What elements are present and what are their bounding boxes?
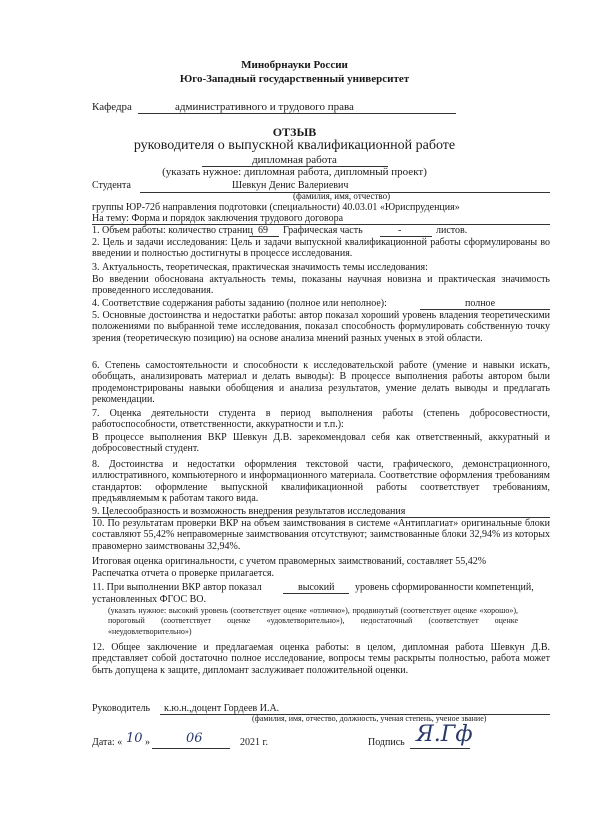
- item-3-text: Во введении обоснована актуальность темы, показаны научная новизна и практическая значимость проведенного исследования.: [92, 274, 550, 297]
- group-line: группы ЮР-72б направления подготовки (специальности) 40.03.01 «Юриспруденция»: [92, 202, 460, 213]
- item-4-value: полное: [465, 298, 496, 309]
- supervisor-value: к.ю.н.,доцент Гордеев И.А.: [164, 703, 280, 714]
- item-7-text: В процессе выполнения ВКР Шевкун Д.В. зарекомендовал себя как ответственный, аккуратный и добросовестный студент.: [92, 432, 550, 455]
- item-8: 8. Достоинства и недостатки оформления текстовой части, графического, демонстрационного, иллюстративного, компьютерного и информационного материала. Соответствие оформления требованиям стандартов: оформление выпускной квалификационной работы соответствует требованиям, предъявляемым к работам такого вида.: [92, 459, 550, 505]
- item-9: 9. Целесообразность и возможность внедрения результатов исследования: [92, 506, 406, 517]
- topic-line: На тему: Форма и порядок заключения трудового договора: [92, 213, 344, 224]
- supervisor-hint: (фамилия, имя, отчество, должность, ученая степень, ученое звание): [252, 714, 487, 723]
- department-label: Кафедра: [92, 101, 132, 113]
- review-document: Минобрнауки России Юго-Западный государственный университет Кафедра административного и трудового права ОТЗЫВ руководителя о выпускной квалификационной работе дипломная работа (указать нужное: дипломная работа, дипломный проект) Студента Шевкун Денис Валериевич (фамилия, имя, отчество) группы ЮР-72б направления подготовки (специальности) 40.03.01 «Юриспруденция» На тему: Форма и порядок заключения трудового договора 1. Объем работы: количество страниц 69 Графическая часть - листов. 2. Цель и задачи исследования: Цель и задачи выпускной квалификационной работы сформулированы во введении и полностью достигнуты в процессе исследования. 3. Актуальность, теоретическая, практическая значимость темы исследования: Во введении обоснована актуальность темы, показаны научная новизна и практическая значимость проведенного исследования. 4. Соответствие содержания работы заданию (полное или неполное): полное 5. Основные достоинства и недостатки работы: автор показал хороший уровень владения теоретическими положениями по выбранной теме исследования, показал способность формулировать собственную точку зрения (теоретическую позицию) на основе анализа мнений разных ученых в этой области. 6. Степень самостоятельности и способности к исследовательской работе (умение и навыки искать, обобщать, анализировать материал и делать выводы): В процессе выполнения работы автором были продемонстрированы навыки обобщения и анализа результатов, умение делать выводы и предлагать рекомендации. 7. Оценка деятельности студента в период выполнения работы (степень добросовестности, работоспособности, ответственности, аккуратности и т.п.): В процессе выполнения ВКР Шевкун Д.В. зарекомендовал себя как ответственный, аккуратный и добросовестный студент. 8. Достоинства и недостатки оформления текстовой части, графического, демонстрационного, иллюстративного, компьютерного и информационного материала. Соответствие оформления требованиям стандартов: оформление выпускной квалификационной работы соответствует требованиям, предъявляемым к работам такого вида. 9. Целесообразность и возможность внедрения результатов исследования 10. По результатам проверки ВКР на объем заимствования в системе «Антиплагиат» оригинальные блоки составляют 55,42% неправомерные заимствования отсутствуют; заимствованные блоки 32,94% из которых правомерно заимствованы 32,94%. Итоговая оценка оригинальности, с учетом правомерных заимствований, составляет 55,42% Распечатка отчета о проверке прилагается. 11. При выполнении ВКР автор показал высокий уровень сформированности компетенций, установленных ФГОС ВО. (указать нужное: высокий уровень (соответствует оценке «отлично»), продвинутый (соответствует оценке «хорошо»), пороговый (соответствует оценке «удовлетворительно»), недостаточный (соответствует оценке «неудовлетворительно») 12. Общее заключение и предлагаемая оценка работы: в целом, дипломная работа Шевкун Д.В. представляет собой достаточно полное исследование, вопросы темы раскрыты полностью, работа может быть допущена к защите, дипломант заслуживает положительной оценки. Руководитель к.ю.н.,доцент Гордеев И.А. (фамилия, имя, отчество, должность, ученая степень, ученое звание) Дата: « 10 » 06 2021 г. Подпись Я.Гф: [0, 0, 589, 826]
- item-7-title: 7. Оценка деятельности студента в период выполнения работы (степень добросовестности, работоспособности, ответственности, аккуратности и т.п.):: [92, 408, 550, 431]
- item-11-line2: установленных ФГОС ВО.: [92, 594, 206, 605]
- work-type-hint: (указать нужное: дипломная работа, дипломный проект): [162, 166, 427, 178]
- item-10-total: Итоговая оценка оригинальности, с учетом правомерных заимствований, составляет 55,42%: [92, 556, 487, 567]
- signature-label: Подпись: [368, 737, 405, 748]
- doc-title: ОТЗЫВ: [272, 125, 317, 139]
- item-11-underline: [283, 593, 349, 594]
- item-11-prefix: 11. При выполнении ВКР автор показал: [92, 582, 262, 593]
- department-underline: [138, 113, 456, 114]
- item-1-prefix: 1. Объем работы: количество страниц: [92, 225, 253, 236]
- item-1-sheets: -: [398, 225, 402, 236]
- signature: Я.Гф: [416, 722, 473, 747]
- doc-subtitle: руководителя о выпускной квалификационной работе: [133, 138, 456, 153]
- item-10: 10. По результатам проверки ВКР на объем заимствования в системе «Антиплагиат» оригинальные блоки составляют 55,42% неправомерные заимствования отсутствуют; заимствованные блоки 32,94% из которых правомерно заимствованы 32,94%.: [92, 518, 550, 552]
- item-11-hint: (указать нужное: высокий уровень (соответствует оценке «отлично»), продвинутый (соответствует оценке «хорошо»), пороговый (соответствует оценке «удовлетворительно»), недостаточный (соответствует оценке «неудовлетворительно»): [108, 606, 518, 636]
- student-label: Студента: [92, 180, 131, 191]
- student-name: Шевкун Денис Валериевич: [232, 180, 349, 191]
- university-heading: Юго-Западный государственный университет: [179, 73, 410, 85]
- item-3-title: 3. Актуальность, теоретическая, практическая значимость темы исследования:: [92, 262, 428, 273]
- item-6: 6. Степень самостоятельности и способности к исследовательской работе (умение и навыки искать, обобщать, анализировать материал и делать выводы): В процессе выполнения работы автором были продемонстрированы навыки обобщения и анализа результатов, умение делать выводы и предлагать рекомендации.: [92, 360, 550, 406]
- item-1-sheets-label: листов.: [436, 225, 468, 236]
- date-label: Дата: «: [92, 737, 123, 748]
- item-1-graphics-label: Графическая часть: [283, 225, 363, 236]
- item-11-suffix: уровень сформированности компетенций,: [355, 582, 534, 593]
- item-11-value: высокий: [298, 582, 335, 593]
- student-name-hint: (фамилия, имя, отчество): [293, 191, 391, 201]
- item-2: 2. Цель и задачи исследования: Цель и задачи выпускной квалификационной работы сформулированы во введении и полностью достигнуты в процессе исследования.: [92, 237, 550, 260]
- signature-underline: [410, 748, 470, 749]
- item-10-report: Распечатка отчета о проверке прилагается.: [92, 568, 274, 579]
- date-month-underline: [152, 748, 230, 749]
- item-4-prefix: 4. Соответствие содержания работы заданию (полное или неполное):: [92, 298, 387, 309]
- work-type: дипломная работа: [252, 154, 337, 166]
- item-1-pages: 69: [258, 225, 268, 236]
- date-day: 10: [126, 731, 143, 746]
- item-5: 5. Основные достоинства и недостатки работы: автор показал хороший уровень владения теоретическими положениями по выбранной теме исследования, показал способность формулировать собственную точку зрения (теоретическую позицию) на основе анализа мнений разных ученых в этой области.: [92, 310, 550, 344]
- department-value: административного и трудового права: [175, 101, 354, 113]
- item-12: 12. Общее заключение и предлагаемая оценка работы: в целом, дипломная работа Шевкун Д.В. представляет собой достаточно полное исследование, вопросы темы раскрыты полностью, работа может быть допущена к защите, дипломант заслуживает положительной оценки.: [92, 642, 550, 676]
- date-month: 06: [186, 731, 203, 746]
- supervisor-label: Руководитель: [92, 703, 151, 714]
- date-year: 2021 г.: [240, 737, 268, 748]
- ministry-heading: Минобрнауки России: [241, 59, 348, 71]
